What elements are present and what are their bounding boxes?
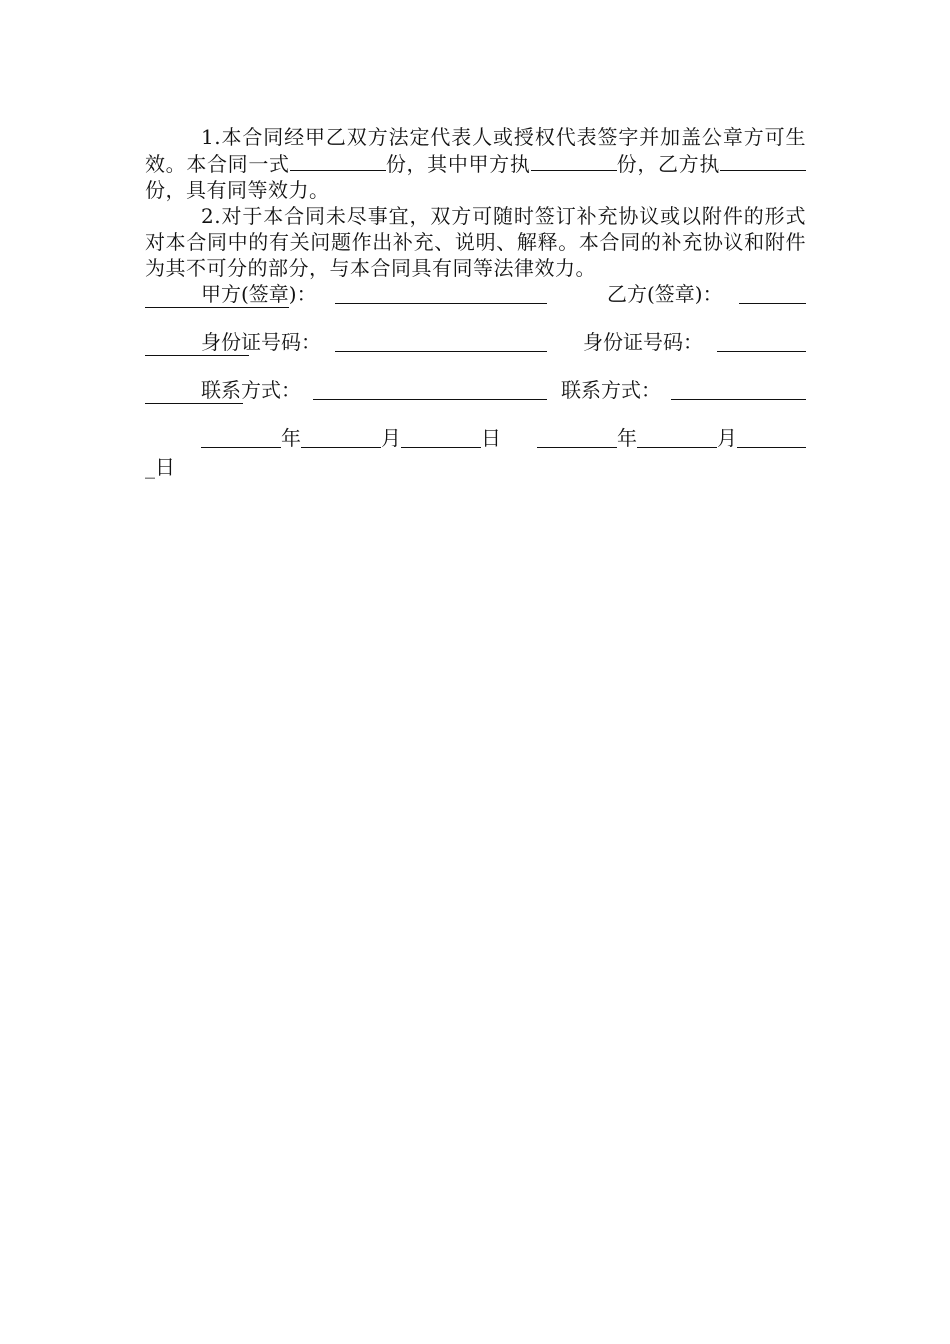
party-b-year-label: 年 bbox=[617, 426, 637, 450]
copies-party-a-blank[interactable] bbox=[531, 150, 617, 171]
date-row bbox=[145, 425, 806, 479]
contract-page bbox=[145, 124, 806, 479]
party-a-contact-field[interactable] bbox=[313, 399, 547, 400]
party-b-day-label: _日 bbox=[145, 455, 175, 479]
party-b-signature-field-continued[interactable] bbox=[145, 307, 289, 308]
party-a-day-label: 日 bbox=[481, 426, 501, 450]
clause-1-text-b: 份，其中甲方执 bbox=[385, 152, 531, 176]
clause-1 bbox=[145, 124, 806, 203]
party-b-id-label: 身份证号码： bbox=[583, 330, 703, 354]
party-b-signature-label: 乙方(签章)： bbox=[607, 282, 723, 306]
party-b-month-field[interactable] bbox=[637, 447, 717, 448]
party-a-contact-label: 联系方式： bbox=[201, 378, 301, 402]
party-b-contact-field[interactable] bbox=[671, 399, 806, 400]
contact-row bbox=[145, 377, 806, 425]
party-b-contact-label: 联系方式： bbox=[561, 378, 661, 402]
clause-1-text-a: 1.本合同经甲乙双方法定代表人或授权代表签字并加盖公章方可生效。本合同一式 bbox=[145, 125, 806, 176]
clause-2: 2.对于本合同未尽事宜，双方可随时签订补充协议或以附件的形式对本合同中的有关问题作出补充、说明、解释。本合同的补充协议和附件为其不可分的部分，与本合同具有同等法律效力。 bbox=[145, 204, 806, 280]
party-a-month-label: 月 bbox=[381, 426, 401, 450]
party-b-year-field[interactable] bbox=[537, 447, 617, 448]
copies-party-b-blank[interactable] bbox=[720, 150, 806, 171]
party-a-signature-field[interactable] bbox=[335, 303, 547, 304]
party-b-day-field[interactable] bbox=[737, 447, 806, 448]
party-a-month-field[interactable] bbox=[301, 447, 381, 448]
clause-1-text-c: 份，乙方执 bbox=[616, 152, 721, 176]
party-a-signature-label: 甲方(签章)： bbox=[201, 282, 317, 306]
party-b-signature-field[interactable] bbox=[739, 303, 806, 304]
party-a-id-label: 身份证号码： bbox=[201, 330, 321, 354]
party-a-year-label: 年 bbox=[281, 426, 301, 450]
id-number-row bbox=[145, 329, 806, 377]
party-b-id-field[interactable] bbox=[717, 351, 806, 352]
party-b-contact-field-continued[interactable] bbox=[145, 403, 243, 404]
party-b-month-label: 月 bbox=[717, 426, 737, 450]
copies-total-blank[interactable] bbox=[290, 150, 386, 171]
party-a-id-field[interactable] bbox=[335, 351, 547, 352]
clause-1-text-d: 份，具有同等效力。 bbox=[145, 178, 330, 202]
party-b-id-field-continued[interactable] bbox=[145, 355, 249, 356]
party-a-year-field[interactable] bbox=[201, 447, 281, 448]
party-a-day-field[interactable] bbox=[401, 447, 481, 448]
signature-row bbox=[145, 281, 806, 329]
